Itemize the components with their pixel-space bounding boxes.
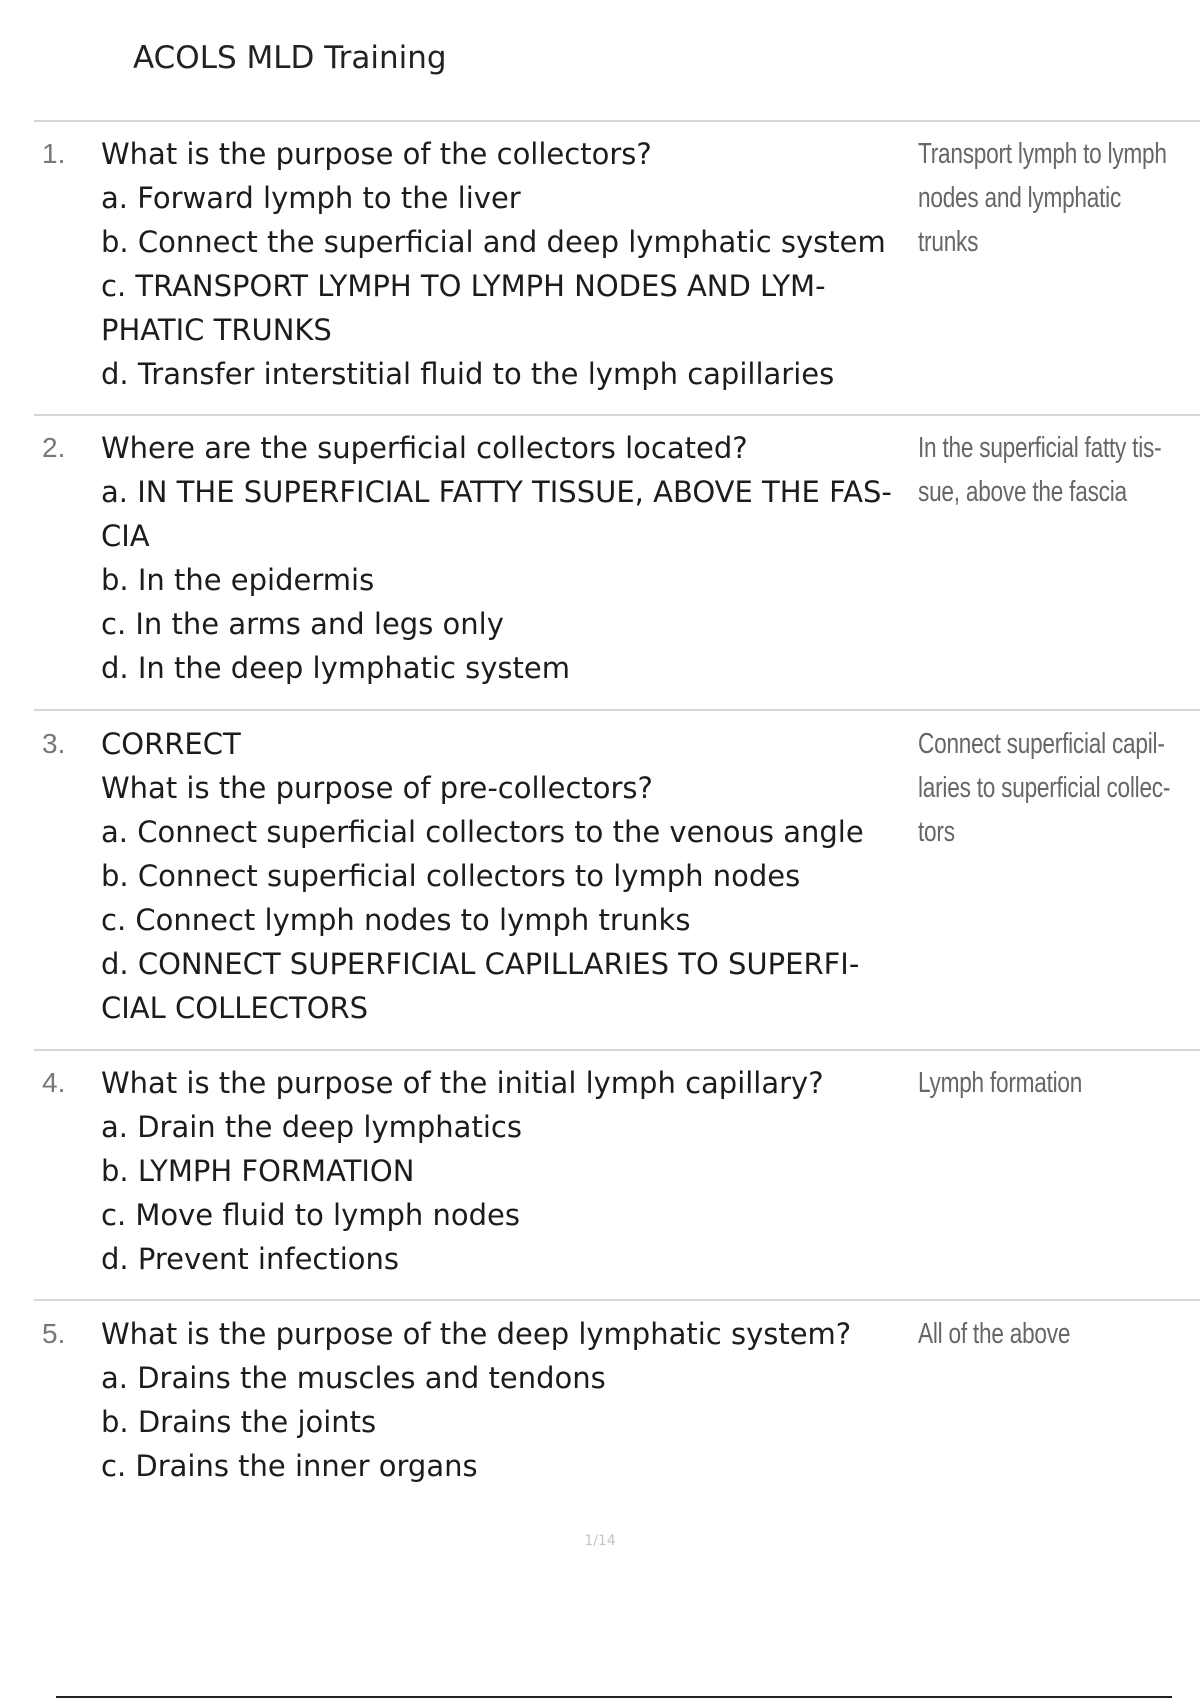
answer-option: a. Drains the muscles and tendons bbox=[101, 1361, 606, 1395]
divider bbox=[34, 709, 1200, 711]
answer-option: d. CONNECT SUPERFICIAL CAPILLARIES TO SUPERFI- bbox=[101, 947, 860, 981]
answer-option: d. Transfer interstitial fluid to the lymph capillaries bbox=[101, 357, 835, 391]
question-number: 1. bbox=[42, 138, 66, 169]
question-body bbox=[101, 1312, 916, 1488]
answer-option: d. In the deep lymphatic system bbox=[101, 651, 570, 685]
answer-option: b. Connect the superficial and deep lymphatic system bbox=[101, 225, 886, 259]
correct-answer-line: All of the above bbox=[918, 1318, 1071, 1350]
correct-answer bbox=[918, 722, 1180, 854]
correct-answer-line: In the superficial fatty tis- bbox=[918, 432, 1162, 464]
question-text: What is the purpose of the collectors? bbox=[101, 137, 652, 171]
page-title: ACOLS MLD Training bbox=[133, 40, 447, 76]
answer-option: a. Connect superficial collectors to the venous angle bbox=[101, 815, 864, 849]
correct-answer-line: nodes and lymphatic bbox=[918, 182, 1122, 214]
answer-option: d. Prevent infections bbox=[101, 1242, 400, 1276]
correct-answer-line: Transport lymph to lymph bbox=[918, 138, 1167, 170]
bottom-rule bbox=[56, 1696, 1172, 1698]
answer-option: c. Move fluid to lymph nodes bbox=[101, 1198, 520, 1232]
question-body bbox=[101, 1061, 916, 1281]
answer-option: b. LYMPH FORMATION bbox=[101, 1154, 415, 1188]
correct-answer bbox=[918, 426, 1180, 514]
question-text: What is the purpose of pre-collectors? bbox=[101, 771, 653, 805]
question-body bbox=[101, 132, 916, 396]
divider bbox=[34, 414, 1200, 416]
correct-answer-line: tors bbox=[918, 816, 955, 848]
answer-option: c. Connect lymph nodes to lymph trunks bbox=[101, 903, 691, 937]
answer-option: a. IN THE SUPERFICIAL FATTY TISSUE, ABOVE THE FAS- bbox=[101, 475, 892, 509]
answer-option: c. In the arms and legs only bbox=[101, 607, 504, 641]
answer-option: c. TRANSPORT LYMPH TO LYMPH NODES AND LYM- bbox=[101, 269, 826, 303]
correct-answer bbox=[918, 132, 1180, 264]
divider bbox=[34, 1049, 1200, 1051]
question-number: 3. bbox=[42, 728, 66, 759]
divider bbox=[34, 120, 1200, 122]
divider bbox=[34, 1299, 1200, 1301]
answer-option: a. Drain the deep lymphatics bbox=[101, 1110, 522, 1144]
question-text: Where are the superficial collectors located? bbox=[101, 431, 748, 465]
question-text: What is the purpose of the deep lymphatic system? bbox=[101, 1317, 852, 1351]
correct-answer bbox=[918, 1312, 1180, 1356]
answer-option: CIAL COLLECTORS bbox=[101, 991, 369, 1025]
question-status: CORRECT bbox=[101, 727, 241, 761]
question-text: What is the purpose of the initial lymph capillary? bbox=[101, 1066, 824, 1100]
page-indicator: 1/14 bbox=[584, 1533, 616, 1549]
correct-answer-line: trunks bbox=[918, 226, 979, 258]
answer-option: CIA bbox=[101, 519, 150, 553]
correct-answer bbox=[918, 1061, 1180, 1105]
question-number: 4. bbox=[42, 1067, 66, 1098]
correct-answer-line: Lymph formation bbox=[918, 1067, 1083, 1099]
question-body bbox=[101, 722, 916, 1030]
question-body bbox=[101, 426, 916, 690]
answer-option: b. In the epidermis bbox=[101, 563, 375, 597]
answer-option: c. Drains the inner organs bbox=[101, 1449, 478, 1483]
question-number: 5. bbox=[42, 1318, 66, 1349]
answer-option: a. Forward lymph to the liver bbox=[101, 181, 521, 215]
question-number: 2. bbox=[42, 432, 66, 463]
correct-answer-line: sue, above the fascia bbox=[918, 476, 1127, 508]
answer-option: b. Drains the joints bbox=[101, 1405, 377, 1439]
answer-option: b. Connect superficial collectors to lymph nodes bbox=[101, 859, 801, 893]
correct-answer-line: Connect superficial capil- bbox=[918, 728, 1165, 760]
correct-answer-line: laries to superficial collec- bbox=[918, 772, 1171, 804]
answer-option: PHATIC TRUNKS bbox=[101, 313, 332, 347]
